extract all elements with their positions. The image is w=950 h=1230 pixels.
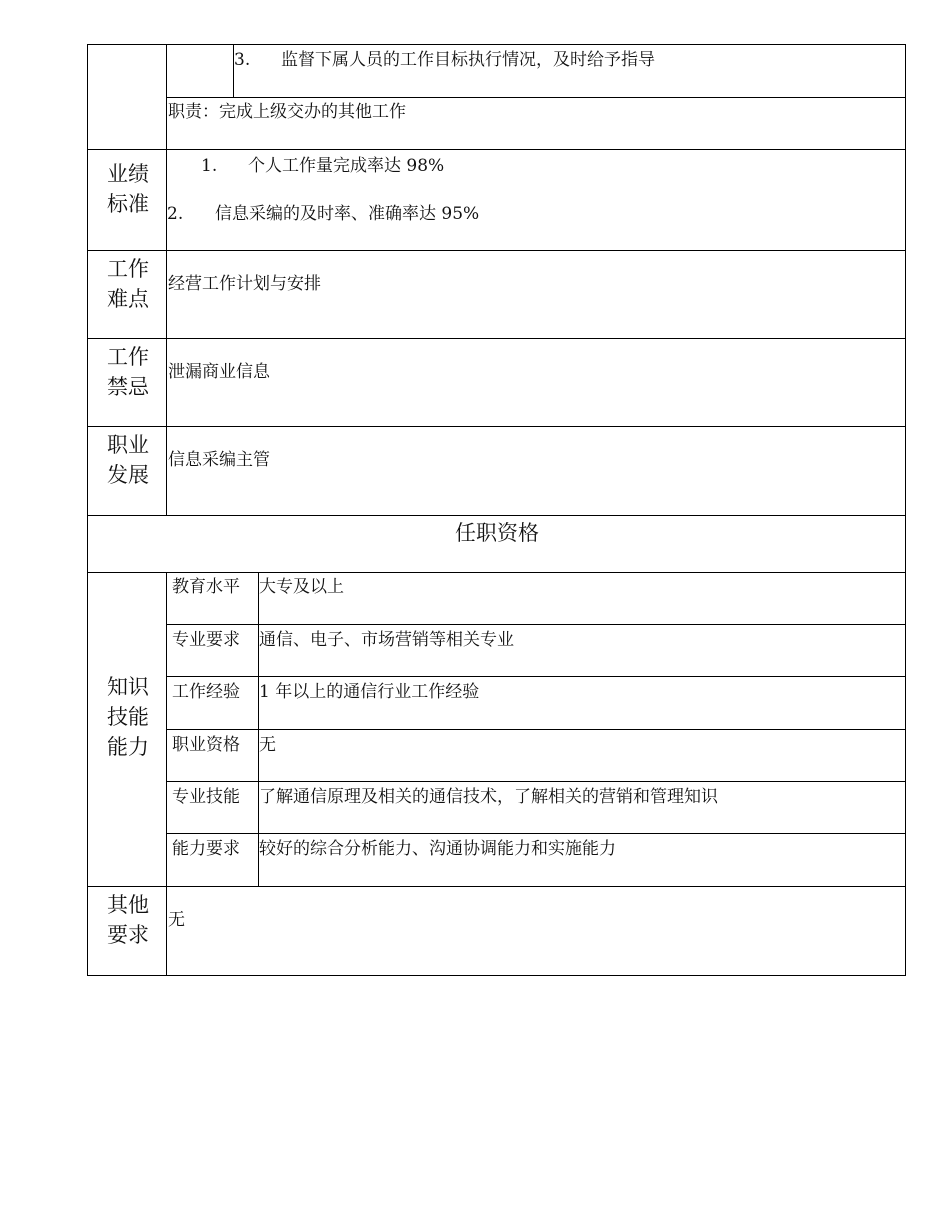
qual-line-1 — [166, 624, 906, 625]
qual-line-4 — [166, 781, 906, 782]
row-line-3 — [87, 250, 906, 251]
row-line-6 — [87, 515, 906, 516]
border-left — [87, 44, 88, 976]
qual-value-major: 通信、电子、市场营销等相关专业 — [259, 630, 514, 650]
qual-value-skills: 了解通信原理及相关的通信技术，了解相关的营销和管理知识 — [259, 787, 718, 807]
other-duty-text: 职责：完成上级交办的其他工作 — [168, 102, 406, 122]
qual-line-5 — [166, 833, 906, 834]
qualifications-group-label: 知识技能能力 — [107, 675, 149, 759]
qual-label-experience: 工作经验 — [172, 682, 240, 702]
performance-item1-number: 1. — [201, 156, 218, 176]
other-label: 其他要求 — [107, 893, 149, 947]
row-line-8 — [87, 886, 906, 887]
taboo-text: 泄漏商业信息 — [168, 362, 270, 382]
difficulty-text: 经营工作计划与安排 — [168, 274, 321, 294]
performance-item1-text: 个人工作量完成率达 98% — [248, 156, 445, 176]
row-line-1 — [166, 97, 906, 98]
qual-line-3 — [166, 729, 906, 730]
qual-label-skills: 专业技能 — [172, 787, 240, 807]
row-line-2 — [87, 149, 906, 150]
border-right — [905, 44, 906, 976]
qual-label-major: 专业要求 — [172, 630, 240, 650]
qual-value-certification: 无 — [259, 735, 276, 755]
performance-item2-number: 2. — [167, 204, 184, 224]
label-col-divider-bottom — [166, 572, 167, 976]
qual-value-ability: 较好的综合分析能力、沟通协调能力和实施能力 — [259, 839, 616, 859]
career-label: 职业发展 — [107, 433, 149, 487]
label-col-divider-top — [166, 44, 167, 516]
row-bottom — [87, 975, 906, 976]
qual-label-certification: 职业资格 — [172, 735, 240, 755]
qualifications-header: 任职资格 — [455, 521, 539, 545]
other-text: 无 — [168, 910, 185, 930]
qual-line-2 — [166, 676, 906, 677]
qual-value-education: 大专及以上 — [259, 577, 344, 597]
row-line-7 — [87, 572, 906, 573]
row-line-5 — [87, 426, 906, 427]
qual-label-education: 教育水平 — [172, 577, 240, 597]
qual-value-experience: 1 年以上的通信行业工作经验 — [259, 682, 480, 702]
duty-item3-text: 监督下属人员的工作目标执行情况，及时给予指导 — [281, 50, 655, 70]
taboo-label: 工作禁忌 — [107, 345, 149, 399]
career-text: 信息采编主管 — [168, 450, 270, 470]
row-top — [87, 44, 906, 45]
difficulty-label: 工作难点 — [107, 257, 149, 311]
duty-item3-number: 3. — [234, 50, 251, 70]
performance-item2-text: 信息采编的及时率、准确率达 95% — [215, 204, 480, 224]
row-line-4 — [87, 338, 906, 339]
qual-label-ability: 能力要求 — [172, 839, 240, 859]
performance-label: 业绩标准 — [107, 162, 149, 216]
